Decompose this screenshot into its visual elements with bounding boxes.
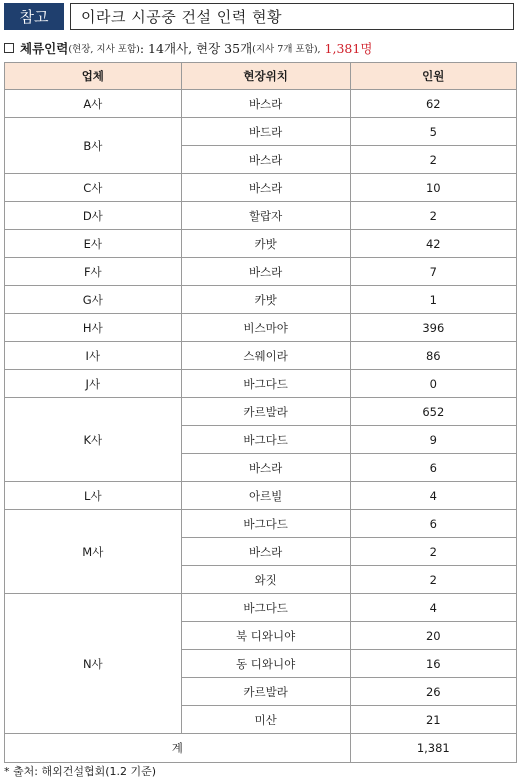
source-note: * 출처: 해외건설협회(1.2 기준) <box>4 765 157 778</box>
count-cell: 4 <box>350 594 516 622</box>
location-cell: 아르빌 <box>181 482 350 510</box>
company-cell: K사 <box>5 398 182 482</box>
company-cell: B사 <box>5 118 182 174</box>
table-row <box>5 230 517 258</box>
summary-qualifier: (현장, 지사 포함) <box>68 44 140 55</box>
location-cell: 바스라 <box>181 258 350 286</box>
location-cell: 카밧 <box>181 230 350 258</box>
company-cell: A사 <box>5 90 182 118</box>
location-cell: 바그다드 <box>181 370 350 398</box>
count-cell: 396 <box>350 314 516 342</box>
table-row <box>5 90 517 118</box>
count-cell: 86 <box>350 342 516 370</box>
count-cell: 2 <box>350 202 516 230</box>
location-cell: 카르발라 <box>181 398 350 426</box>
table-row <box>5 342 517 370</box>
total-label: 계 <box>5 734 351 763</box>
column-header-company: 업체 <box>5 63 182 90</box>
company-cell: F사 <box>5 258 182 286</box>
count-cell: 0 <box>350 370 516 398</box>
table-row <box>5 594 517 622</box>
location-cell: 동 디와니야 <box>181 650 350 678</box>
location-cell: 북 디와니야 <box>181 622 350 650</box>
total-row <box>5 734 517 763</box>
table-row <box>5 174 517 202</box>
company-cell: E사 <box>5 230 182 258</box>
count-cell: 6 <box>350 510 516 538</box>
summary-lead: 체류인력 <box>20 41 69 56</box>
total-value: 1,381 <box>350 734 516 763</box>
location-cell: 바그다드 <box>181 426 350 454</box>
summary-total: 1,381명 <box>324 41 373 56</box>
table-row <box>5 370 517 398</box>
company-cell: L사 <box>5 482 182 510</box>
checkbox-icon <box>4 43 14 53</box>
personnel-table <box>4 62 517 763</box>
table-row <box>5 286 517 314</box>
location-cell: 스웨이라 <box>181 342 350 370</box>
table-body <box>5 90 517 734</box>
count-cell: 9 <box>350 426 516 454</box>
count-cell: 20 <box>350 622 516 650</box>
company-cell: D사 <box>5 202 182 230</box>
count-cell: 2 <box>350 146 516 174</box>
count-cell: 6 <box>350 454 516 482</box>
count-cell: 62 <box>350 90 516 118</box>
company-cell: I사 <box>5 342 182 370</box>
company-cell: G사 <box>5 286 182 314</box>
table-row <box>5 202 517 230</box>
count-cell: 1 <box>350 286 516 314</box>
reference-badge: 참고 <box>4 3 64 30</box>
count-cell: 2 <box>350 538 516 566</box>
location-cell: 카밧 <box>181 286 350 314</box>
location-cell: 바스라 <box>181 538 350 566</box>
location-cell: 바그다드 <box>181 594 350 622</box>
count-cell: 7 <box>350 258 516 286</box>
count-cell: 2 <box>350 566 516 594</box>
column-header-count: 인원 <box>350 63 516 90</box>
location-cell: 바드라 <box>181 118 350 146</box>
table-row <box>5 482 517 510</box>
location-cell: 카르발라 <box>181 678 350 706</box>
count-cell: 5 <box>350 118 516 146</box>
summary-counts: : 14개사, 현장 35개 <box>139 41 253 56</box>
count-cell: 10 <box>350 174 516 202</box>
location-cell: 바그다드 <box>181 510 350 538</box>
location-cell: 바스라 <box>181 174 350 202</box>
location-cell: 바스라 <box>181 90 350 118</box>
page-title: 이라크 시공중 건설 인력 현황 <box>70 3 514 30</box>
table-row <box>5 258 517 286</box>
company-cell: H사 <box>5 314 182 342</box>
company-cell: M사 <box>5 510 182 594</box>
count-cell: 26 <box>350 678 516 706</box>
location-cell: 바스라 <box>181 454 350 482</box>
table-row <box>5 510 517 538</box>
location-cell: 미산 <box>181 706 350 734</box>
location-cell: 할랍자 <box>181 202 350 230</box>
company-cell: C사 <box>5 174 182 202</box>
column-header-location: 현장위치 <box>181 63 350 90</box>
company-cell: N사 <box>5 594 182 734</box>
table-row <box>5 118 517 146</box>
table-row <box>5 398 517 426</box>
location-cell: 와짓 <box>181 566 350 594</box>
location-cell: 바스라 <box>181 146 350 174</box>
title-bar <box>4 3 514 30</box>
table-row <box>5 314 517 342</box>
summary-line <box>4 38 518 58</box>
location-cell: 비스마야 <box>181 314 350 342</box>
count-cell: 16 <box>350 650 516 678</box>
count-cell: 652 <box>350 398 516 426</box>
count-cell: 42 <box>350 230 516 258</box>
count-cell: 4 <box>350 482 516 510</box>
company-cell: J사 <box>5 370 182 398</box>
summary-branch-note: (지사 7개 포함), <box>252 44 321 55</box>
table-header-row <box>5 63 517 90</box>
count-cell: 21 <box>350 706 516 734</box>
